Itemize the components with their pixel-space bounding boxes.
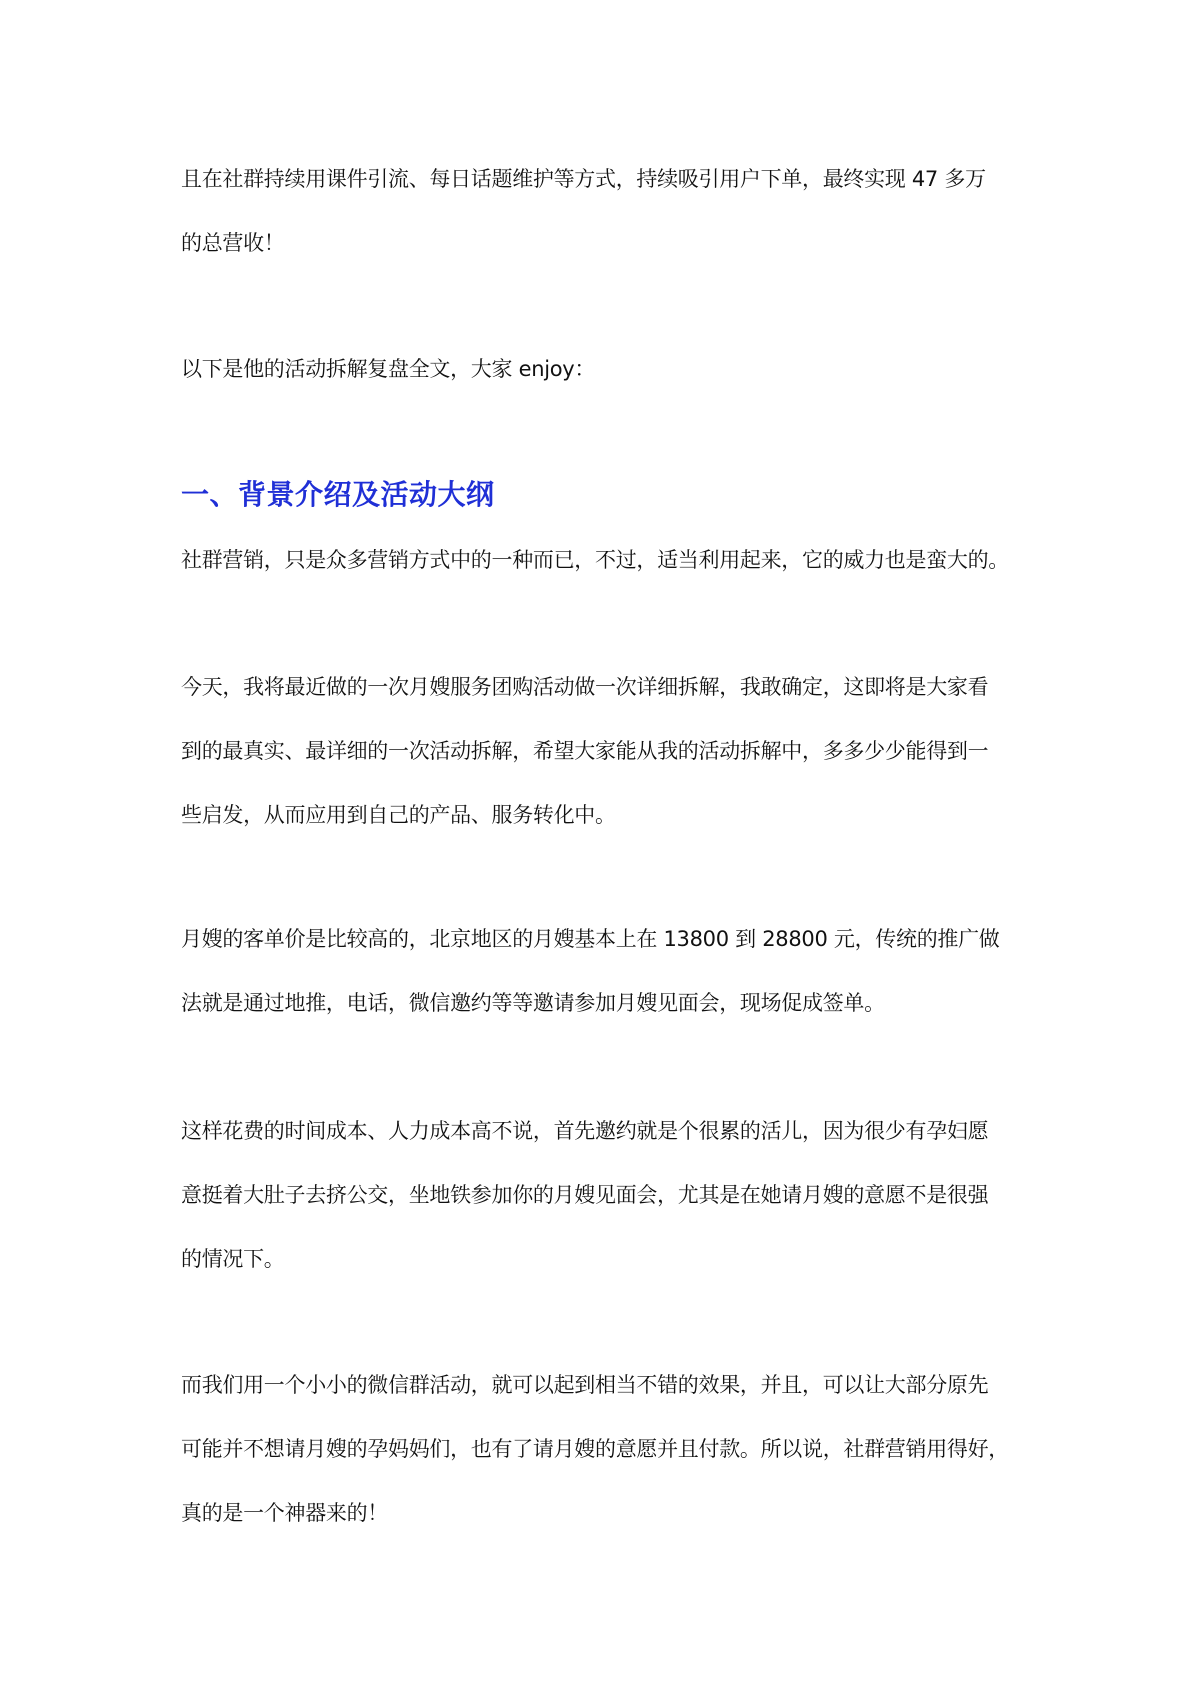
section-paragraph-4-line-2: 意挺着大肚子去挤公交，坐地铁参加你的月嫂见面会，尤其是在她请月嫂的意愿不是很强 <box>181 1183 989 1207</box>
paragraph-1-line-2: 的总营收！ <box>181 231 285 255</box>
section-paragraph-5-line-3: 真的是一个神器来的！ <box>181 1501 388 1525</box>
section-paragraph-4-line-3: 的情况下。 <box>181 1247 285 1271</box>
section-paragraph-2-line-3: 些启发，从而应用到自己的产品、服务转化中。 <box>181 803 616 827</box>
section-paragraph-3-line-2: 法就是通过地推，电话，微信邀约等等邀请参加月嫂见面会，现场促成签单。 <box>181 991 885 1015</box>
section-paragraph-5-line-1: 而我们用一个小小的微信群活动，就可以起到相当不错的效果，并且，可以让大部分原先 <box>181 1373 989 1397</box>
section-heading: 一、背景介绍及活动大纲 <box>181 478 495 511</box>
section-paragraph-1-line-1: 社群营销，只是众多营销方式中的一种而已，不过，适当利用起来，它的威力也是蛮大的。 <box>181 548 1009 572</box>
section-paragraph-2-line-1: 今天，我将最近做的一次月嫂服务团购活动做一次详细拆解，我敢确定，这即将是大家看 <box>181 675 989 699</box>
section-paragraph-4-line-1: 这样花费的时间成本、人力成本高不说，首先邀约就是个很累的活儿，因为很少有孕妇愿 <box>181 1119 989 1143</box>
section-paragraph-2-line-2: 到的最真实、最详细的一次活动拆解，希望大家能从我的活动拆解中，多多少少能得到一 <box>181 739 989 763</box>
paragraph-1-line-1: 且在社群持续用课件引流、每日话题维护等方式，持续吸引用户下单，最终实现 47 多万 <box>181 167 986 191</box>
section-paragraph-5-line-2: 可能并不想请月嫂的孕妈妈们，也有了请月嫂的意愿并且付款。所以说，社群营销用得好， <box>181 1437 1009 1461</box>
section-paragraph-3-line-1: 月嫂的客单价是比较高的，北京地区的月嫂基本上在 13800 到 28800 元，传统的推广做 <box>181 927 1000 951</box>
paragraph-2-line-1: 以下是他的活动拆解复盘全文，大家 enjoy： <box>181 357 596 381</box>
